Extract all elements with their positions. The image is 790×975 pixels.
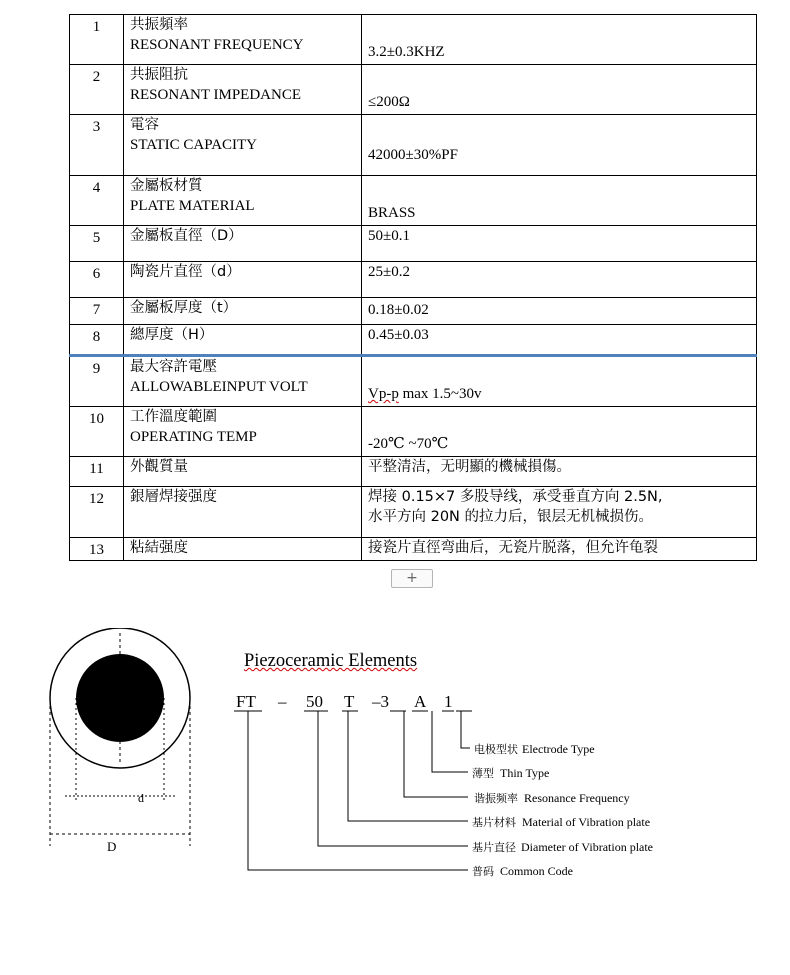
parameter-cn: 金屬板厚度（t） — [130, 300, 238, 316]
parameter-en: STATIC CAPACITY — [130, 137, 258, 153]
code-segment: 50 — [306, 692, 323, 711]
parameter-en: RESONANT FREQUENCY — [130, 37, 304, 53]
parameter-cn: 粘結强度 — [130, 540, 188, 556]
parameter-cell — [124, 15, 362, 65]
value-cell: 0.18±0.02 — [362, 298, 757, 325]
parameter-cn: 金屬板材質 — [130, 178, 203, 194]
parameter-cn: 金屬板直徑（D） — [130, 228, 243, 244]
value-text: 接瓷片直徑弯曲后，无瓷片脱落，但允许龟裂 — [368, 540, 658, 556]
ceramic-disc — [76, 654, 164, 742]
code-segment: – — [278, 692, 287, 711]
value-text: max 1.5~30v — [398, 386, 482, 402]
row-number: 2 — [70, 65, 124, 115]
code-segment: 1 — [444, 692, 453, 711]
row-number: 9 — [70, 356, 124, 407]
row-number: 12 — [70, 487, 124, 538]
legend-material: 基片材料 Material of Vibration plate — [472, 815, 651, 829]
parameter-cell — [124, 325, 362, 356]
table-row — [70, 487, 757, 538]
row-number: 8 — [70, 325, 124, 356]
leader-material — [348, 711, 468, 821]
parameter-cn: 共振頻率 — [130, 17, 188, 33]
parameter-cn: 外觀質量 — [130, 459, 188, 475]
parameter-cell — [124, 538, 362, 561]
row-number: 1 — [70, 15, 124, 65]
parameter-cell — [124, 262, 362, 298]
disc-dimension-diagram — [40, 628, 210, 858]
row-number: 6 — [70, 262, 124, 298]
parameter-cn: 銀層焊接强度 — [130, 489, 217, 505]
parameter-cell — [124, 298, 362, 325]
row-number: 5 — [70, 226, 124, 262]
parameter-cn: 電容 — [130, 117, 159, 133]
parameter-cn: 工作溫度範圍 — [130, 409, 217, 425]
code-segment: A — [414, 692, 427, 711]
legend-electrode-type: 电极型状 Electrode Type — [474, 742, 595, 756]
value-cell: 3.2±0.3KHZ — [362, 15, 757, 65]
leader-electrode-type — [461, 711, 470, 748]
legend-common-code: 普码 Common Code — [472, 864, 574, 878]
parameter-cell — [124, 457, 362, 487]
value-line-1: 焊接 0.15×7 多股导线，承受垂直方向 2.5N, — [368, 489, 663, 505]
value-cell — [362, 356, 757, 407]
value-cell — [362, 538, 757, 561]
parameter-cell — [124, 487, 362, 538]
part-code-diagram — [230, 683, 710, 893]
table-row — [70, 176, 757, 226]
parameter-en: RESONANT IMPEDANCE — [130, 87, 301, 103]
table-row — [70, 298, 757, 325]
value-prefix: Vp-p — [368, 386, 399, 402]
value-cell: 50±0.1 — [362, 226, 757, 262]
parameter-cell — [124, 407, 362, 457]
leader-diameter — [318, 711, 468, 846]
value-cell: 42000±30%PF — [362, 115, 757, 176]
code-segment: –3 — [372, 692, 389, 711]
parameter-cell — [124, 226, 362, 262]
table-row — [70, 262, 757, 298]
part-code-title: Piezoceramic Elements — [244, 651, 418, 671]
parameter-cell — [124, 65, 362, 115]
legend-thin-type: 薄型 Thin Type — [472, 766, 550, 780]
parameter-cn: 共振阻抗 — [130, 67, 188, 83]
value-text: 平整清洁，无明顯的機械損傷。 — [368, 459, 571, 475]
value-cell — [362, 457, 757, 487]
value-cell: 25±0.2 — [362, 262, 757, 298]
parameter-cell — [124, 176, 362, 226]
value-cell — [362, 487, 757, 538]
table-row — [70, 356, 757, 407]
row-number: 13 — [70, 538, 124, 561]
leader-thin-type — [432, 711, 468, 772]
row-number: 11 — [70, 457, 124, 487]
value-cell: -20℃ ~70℃ — [362, 407, 757, 457]
table-row — [70, 226, 757, 262]
table-row — [70, 407, 757, 457]
code-segment: FT — [236, 692, 256, 711]
parameter-cn: 陶瓷片直徑（d） — [130, 264, 241, 280]
value-cell: 0.45±0.03 — [362, 325, 757, 356]
row-number: 7 — [70, 298, 124, 325]
table-row — [70, 457, 757, 487]
add-row-button[interactable]: + — [391, 569, 433, 588]
row-number: 4 — [70, 176, 124, 226]
inner-diameter-label: d — [138, 791, 144, 805]
parameter-en: ALLOWABLEINPUT VOLT — [130, 379, 308, 395]
parameter-cell — [124, 115, 362, 176]
table-row — [70, 325, 757, 356]
parameter-cn: 最大容許電壓 — [130, 359, 217, 375]
parameter-cn: 總厚度（H） — [130, 327, 214, 343]
value-line-2: 水平方向 20N 的拉力后，银层无机械损伤。 — [368, 509, 654, 525]
table-row — [70, 15, 757, 65]
row-number: 10 — [70, 407, 124, 457]
parameter-en: OPERATING TEMP — [130, 429, 257, 445]
legend-resonance-frequency: 谐振频率 Resonance Frequency — [474, 791, 630, 805]
value-cell: ≤200Ω — [362, 65, 757, 115]
parameter-cell — [124, 356, 362, 407]
table-row — [70, 65, 757, 115]
row-number: 3 — [70, 115, 124, 176]
outer-diameter-label: D — [107, 839, 117, 854]
parameter-en: PLATE MATERIAL — [130, 198, 255, 214]
legend-diameter: 基片直径 Diameter of Vibration plate — [472, 840, 654, 854]
table-row — [70, 538, 757, 561]
code-segment: T — [344, 692, 355, 711]
value-cell: BRASS — [362, 176, 757, 226]
table-row — [70, 115, 757, 176]
spec-table — [69, 14, 757, 561]
leader-resonance-frequency — [404, 711, 468, 797]
